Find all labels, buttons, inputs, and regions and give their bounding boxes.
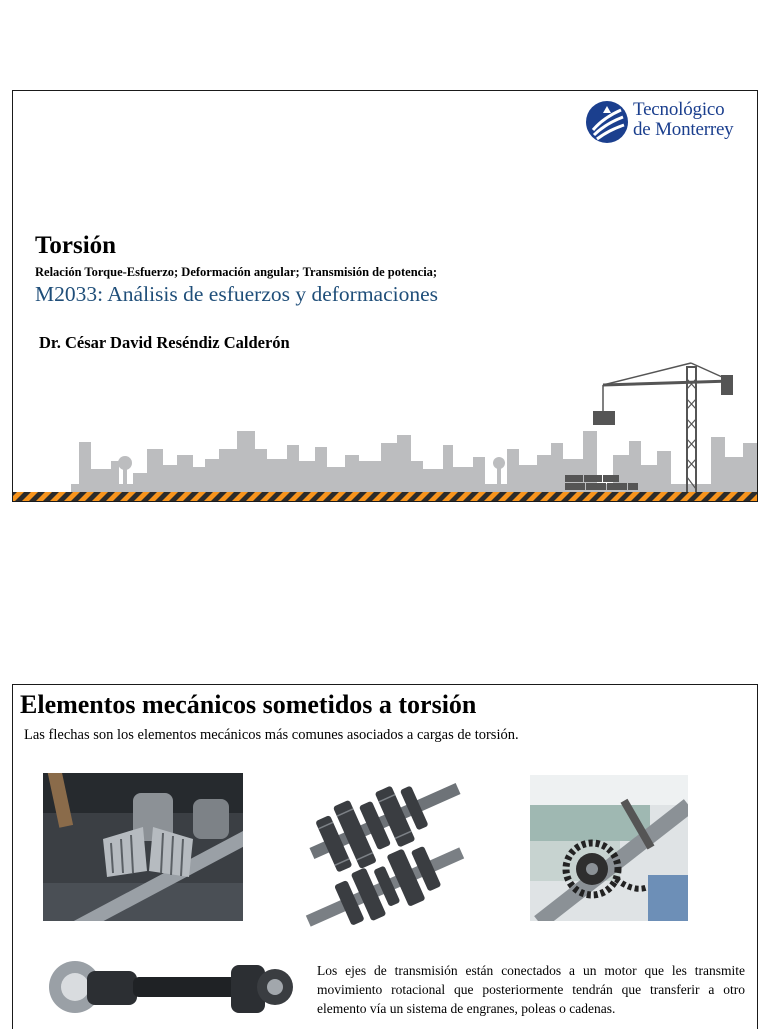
title-slide (12, 90, 758, 502)
skyline-buildings (71, 431, 758, 494)
content-slide (12, 684, 758, 1029)
drive-shaft-photo (43, 945, 293, 1029)
chain-sprocket-photo (530, 775, 688, 921)
gear-shafts-photo (299, 761, 471, 933)
logo-text (633, 100, 733, 140)
city-skyline-illustration (13, 349, 758, 501)
tec-monterrey-logo (585, 97, 751, 147)
author-name: Dr. César David Reséndiz Calderón (39, 333, 290, 352)
hazard-stripe (13, 492, 758, 501)
description-text: Los ejes de transmisión están conectados a un motor que les transmite movimiento rotacional que posteriormente tendrán que transferir a otro elemento vía un sistema de engranes, poleas o cadenas. (317, 963, 745, 1016)
slide-title: Torsión (35, 232, 117, 259)
intro-text: Las flechas son los elementos mecánicos más comunes asociados a cargas de torsión. (24, 727, 519, 743)
bevel-gears-photo (43, 773, 243, 921)
slide-subtitle: Relación Torque-Esfuerzo; Deformación angular; Transmisión de potencia; (35, 265, 438, 279)
logo-line2: de Monterrey (633, 119, 734, 140)
tec-shield-icon (585, 100, 629, 144)
slide-title: Elementos mecánicos sometidos a torsión (20, 690, 477, 719)
logo-line1: Tecnológico (633, 99, 725, 120)
course-name: M2033: Análisis de esfuerzos y deformaciones (35, 282, 439, 306)
